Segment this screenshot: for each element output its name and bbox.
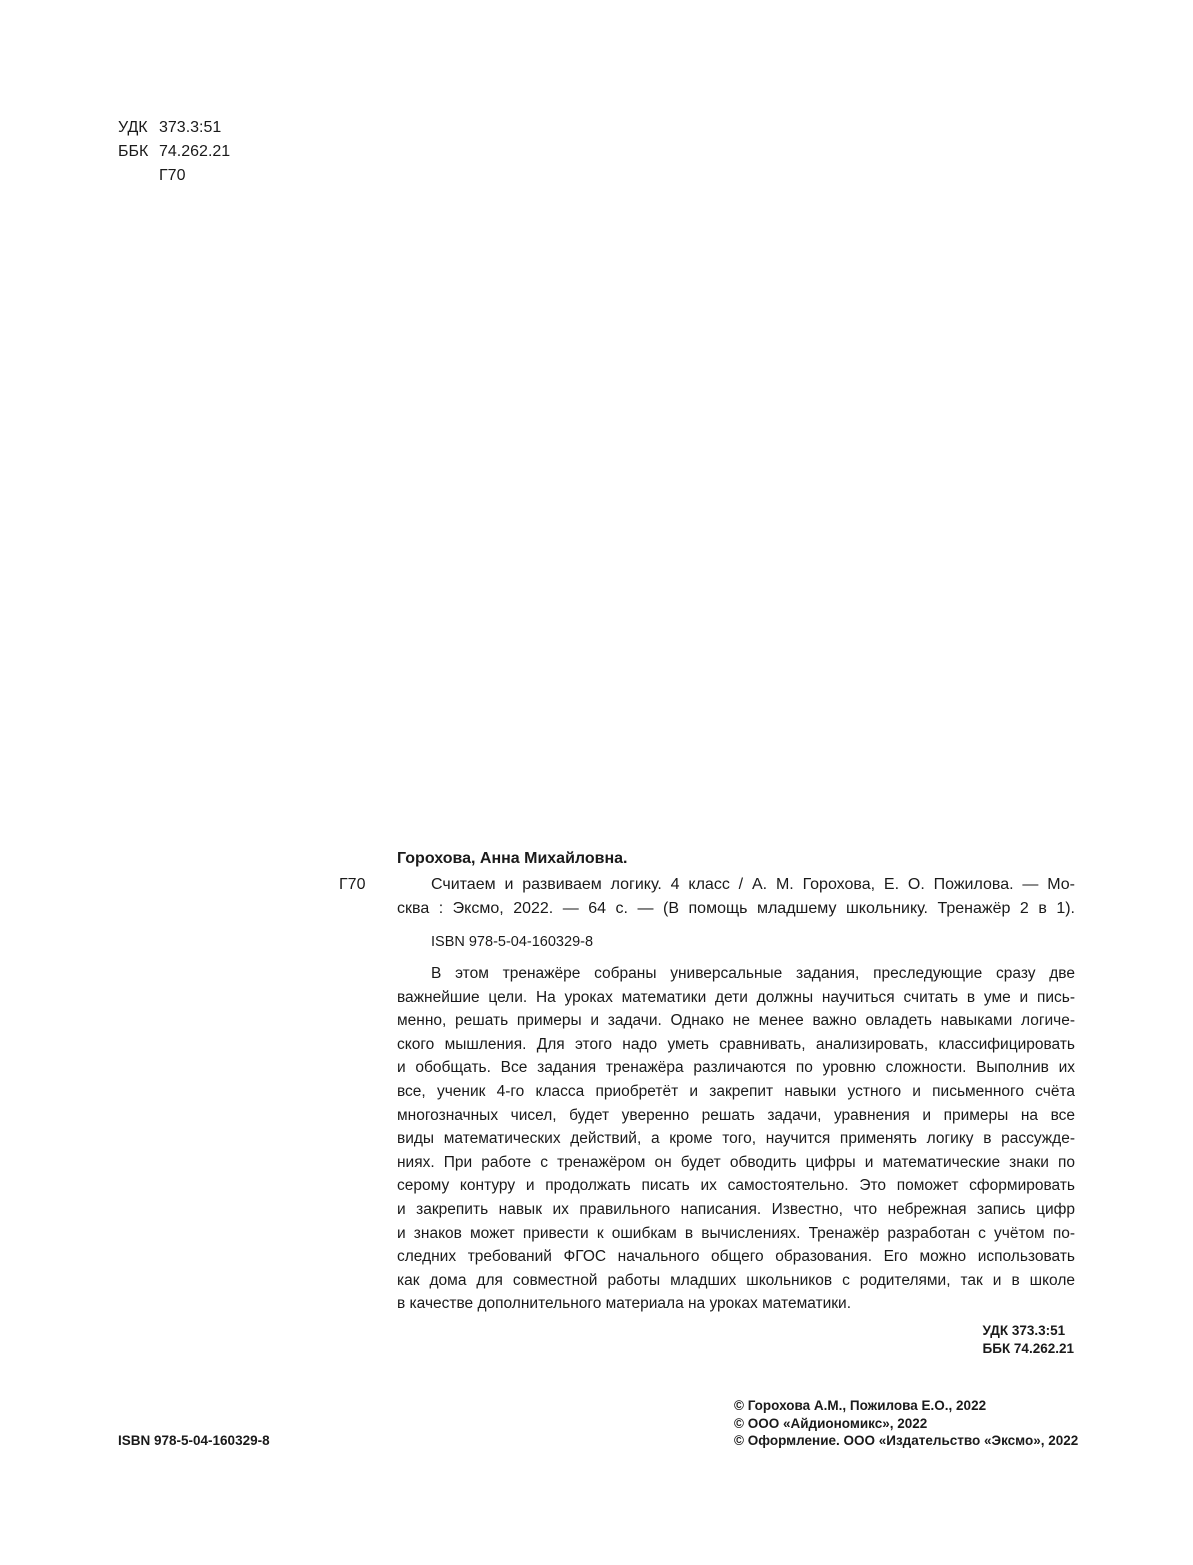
author-mark-row: [118, 164, 230, 188]
udk-bottom: УДК 373.3:51: [982, 1323, 1066, 1338]
udk-row: [118, 116, 230, 140]
annotation-line: В этом тренажёре собраны универсальные задания, преследующие сразу две: [431, 965, 1075, 982]
biblio-line: Считаем и развиваем логику. 4 класс / А. М. Горохова, Е. О. Пожилова. — Мо-: [431, 876, 1075, 893]
annotation-line: все, ученик 4-го класса приобретёт и закрепит навыки устного и письменного счёта: [397, 1082, 1075, 1100]
biblio-line: сква : Эксмо, 2022. — 64 с. — (В помощь младшему школьнику. Тренажёр 2 в 1).: [397, 900, 1075, 917]
bbk-label: ББК: [118, 143, 149, 160]
bbk-value: 74.262.21: [159, 143, 231, 160]
copyright-line: © Горохова А.М., Пожилова Е.О., 2022: [734, 1398, 987, 1413]
annotation-line: серому контуру и продолжать писать их самостоятельно. Это поможет сформировать: [397, 1177, 1075, 1195]
annotation-line: как дома для совместной работы младших школьников с родителями, так и в школе: [397, 1271, 1075, 1289]
annotation-line: важнейшие цели. На уроках математики дети должны научиться считать в уме и пись-: [397, 988, 1075, 1006]
udk-label: УДК: [118, 119, 148, 136]
bibliographic-description: [397, 873, 1075, 921]
classification-top: [118, 116, 230, 188]
annotation-line: виды математических действий, а кроме того, научится применять логику в рассужде-: [397, 1130, 1075, 1148]
annotation-line: ниях. При работе с тренажёром он будет обводить цифры и математические знаки по: [397, 1153, 1075, 1171]
copyright-line: © Оформление. ООО «Издательство «Эксмо», 2022: [734, 1433, 1079, 1448]
annotation-line: в качестве дополнительного материала на уроках математики.: [397, 1295, 852, 1313]
isbn-line: ISBN 978-5-04-160329-8: [431, 934, 594, 950]
copyrights: [734, 1397, 1078, 1450]
author-mark-top: Г70: [159, 167, 186, 184]
author-mark: Г70: [339, 876, 366, 893]
annotation-line: ского мышления. Для этого надо уметь сравнивать, анализировать, классифицировать: [397, 1035, 1075, 1053]
annotation-line: и закрепить навык их правильного написания. Известно, что небрежная запись цифр: [397, 1200, 1075, 1218]
annotation-line: и обобщать. Все задания тренажёра различаются по уровню сложности. Выполнив их: [397, 1059, 1075, 1077]
bbk-row: [118, 140, 230, 164]
annotation-line: менно, решать примеры и задачи. Однако не менее важно овладеть навыками логиче-: [397, 1012, 1075, 1030]
bbk-bottom: ББК 74.262.21: [982, 1341, 1074, 1356]
annotation-line: и знаков может привести к ошибкам в вычислениях. Тренажёр разработан с учётом по-: [397, 1224, 1075, 1242]
annotation-line: следних требований ФГОС начального общего образования. Его можно использовать: [397, 1248, 1075, 1266]
annotation-line: многозначных чисел, будет уверенно решать задачи, уравнения и примеры на все: [397, 1106, 1075, 1124]
isbn-bottom: ISBN 978-5-04-160329-8: [118, 1433, 270, 1448]
copyright-line: © ООО «Айдиономикс», 2022: [734, 1415, 928, 1431]
author-heading: Горохова, Анна Михайловна.: [397, 850, 628, 867]
udk-value: 373.3:51: [159, 119, 222, 136]
classification-bottom: [983, 1322, 1074, 1358]
annotation: [397, 962, 1075, 1316]
